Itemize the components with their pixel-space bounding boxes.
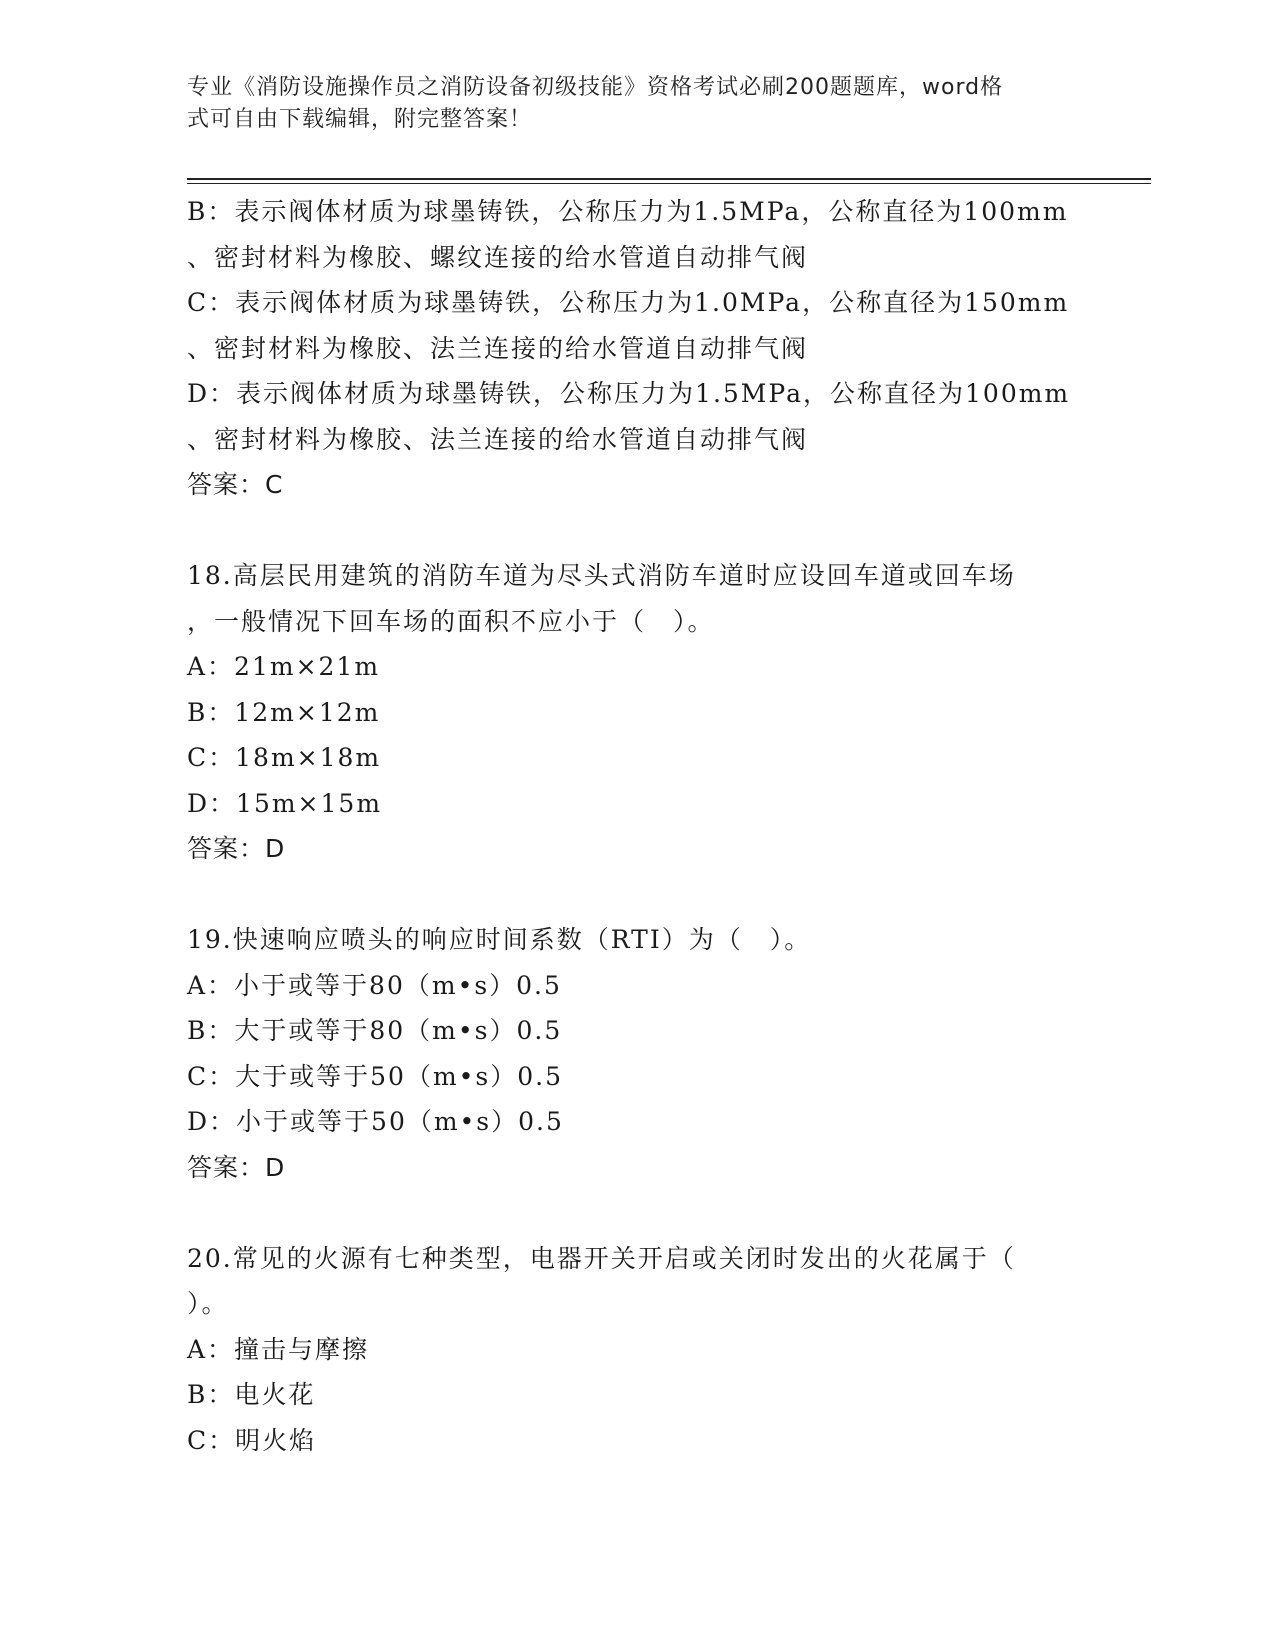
question-stem-continued: ，一般情况下回车场的面积不应小于（ ）。	[187, 606, 715, 636]
question-19	[187, 917, 1087, 1190]
question-stem-continued: ）。	[187, 1289, 229, 1318]
spacer	[187, 1190, 1087, 1236]
option-c: C：大于或等于50（m•s）0.5	[187, 1061, 563, 1091]
option-b: B：电火花	[187, 1380, 316, 1409]
question-20	[187, 1236, 1087, 1464]
answer: 答案：D	[187, 1152, 286, 1182]
spacer	[187, 508, 1087, 554]
question-content	[187, 189, 1087, 1463]
option-d-continued: 、密封材料为橡胶、法兰连接的给水管道自动排气阀	[187, 424, 809, 454]
option-c: C：18m×18m	[187, 743, 382, 772]
option-c: C：表示阀体材质为球墨铸铁，公称压力为1.0MPa，公称直径为150mm	[187, 288, 1070, 317]
question-17-continued	[187, 189, 1087, 508]
option-b: B：表示阀体材质为球墨铸铁，公称压力为1.5MPa，公称直径为100mm	[187, 197, 1069, 226]
question-stem: 20.常见的火源有七种类型，电器开关开启或关闭时发出的火花属于（	[187, 1243, 1016, 1273]
answer: 答案：D	[187, 834, 286, 863]
document-header	[187, 72, 1087, 136]
question-stem: 19.快速响应喷头的响应时间系数（RTI）为（ ）。	[187, 925, 812, 954]
option-a: A：小于或等于80（m•s）0.5	[187, 970, 562, 1000]
option-b-continued: 、密封材料为橡胶、螺纹连接的给水管道自动排气阀	[187, 242, 809, 272]
option-b: B：大于或等于80（m•s）0.5	[187, 1016, 563, 1045]
option-a: A：撞击与摩擦	[187, 1334, 370, 1364]
option-c: C：明火焰	[187, 1425, 317, 1455]
header-divider-thick	[187, 178, 1151, 180]
spacer	[187, 872, 1087, 918]
option-d: D：15m×15m	[187, 788, 383, 818]
header-divider-thin	[187, 183, 1151, 184]
option-d: D：小于或等于50（m•s）0.5	[187, 1107, 564, 1136]
option-d: D：表示阀体材质为球墨铸铁，公称压力为1.5MPa，公称直径为100mm	[187, 379, 1071, 408]
option-b: B：12m×12m	[187, 697, 381, 727]
question-stem: 18.高层民用建筑的消防车道为尽头式消防车道时应设回车道或回车场	[187, 561, 1016, 590]
option-c-continued: 、密封材料为橡胶、法兰连接的给水管道自动排气阀	[187, 333, 809, 363]
answer: 答案：C	[187, 470, 284, 499]
header-line-2: 式可自由下载编辑，附完整答案！	[187, 107, 533, 132]
option-a: A：21m×21m	[187, 652, 381, 681]
question-18	[187, 553, 1087, 872]
header-line-1: 专业《消防设施操作员之消防设备初级技能》资格考试必刷200题题库，word格	[187, 75, 1004, 100]
